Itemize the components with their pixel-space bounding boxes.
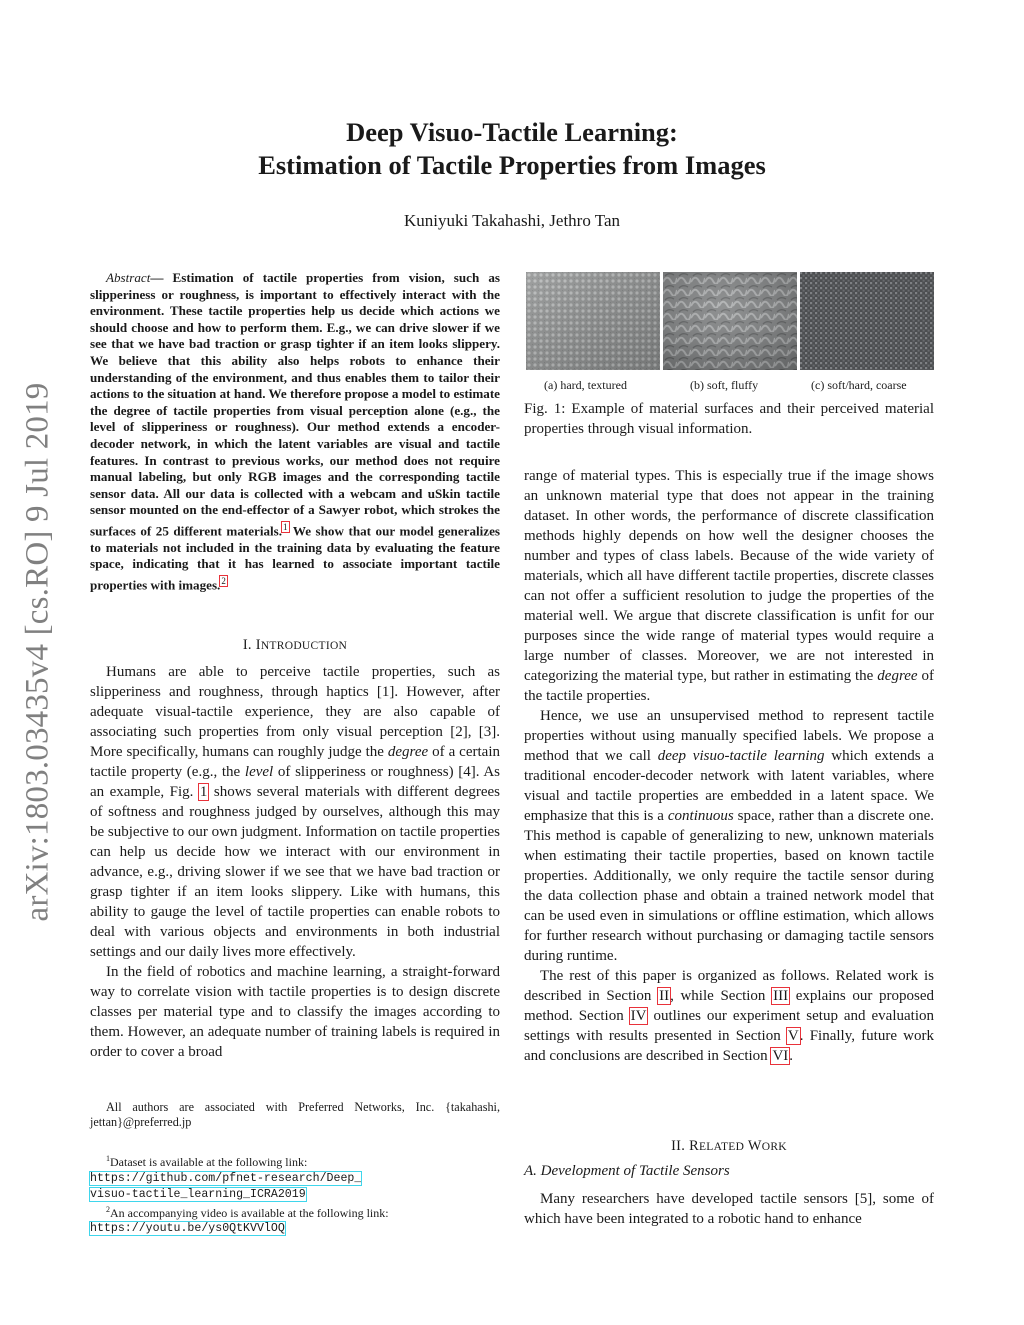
figure-1 [526,272,934,370]
right-column-text [524,466,934,1066]
section-title-rest: ORK [761,1141,787,1153]
figure-1-link[interactable]: 1 [199,784,208,800]
footnote-ref-1[interactable]: 1 [283,521,288,532]
material-image-soft-fluffy [663,272,797,370]
section-title-initial: W [747,1138,762,1154]
text-run: , while Section [670,988,773,1004]
text-run: . Finally, future work and conclusions are described in Section [524,1028,934,1064]
section-5-link[interactable]: V [787,1028,799,1044]
text-run: outlines our experiment setup and evaluation settings with results presented in Section [524,1008,934,1044]
title-line-1: Deep Visuo-Tactile Learning: [346,117,678,147]
abstract-label: Abstract [106,270,151,285]
section-title-initial: I [255,637,261,653]
subfigure-caption-b: (b) soft, fluffy [690,378,759,392]
section-title-rest: ELATED [698,1141,745,1153]
intro-paragraph-2: In the field of robotics and machine learning, a straight-forward way to correlate vision with tactile properties is to design discrete classes per material type and to classify the images according to them. However, an adequate number of training labels is required in order to cover a broad [90,964,500,1060]
text-run: The rest of this paper is organized as follows. Related work is described in Section [524,968,934,1004]
section-2-link[interactable]: II [659,988,670,1004]
footnote-2-text: An accompanying video is available at the following link: [110,1205,389,1220]
intro-paragraph-1 [90,662,500,962]
text-run: explains our proposed method. Section [524,988,934,1024]
footnote-ref-2[interactable]: 2 [221,576,226,587]
section-number: II. [671,1138,686,1154]
arxiv-side-stamp [14,372,62,932]
text-run: which extends a traditional encoder-decoder network with latent variables, where visual and tactile properties are embedded in a latent space. We emphasize that this is a [524,748,934,824]
paper-title [120,116,904,182]
footnote-2-link[interactable] [90,1220,500,1237]
related-work-text [524,1189,934,1229]
text-run: Hence, we use an unsupervised method to represent tactile properties without using manually specified labels. We propose a method that we call [524,708,934,764]
figure-1-caption: Fig. 1: Example of material surfaces and their perceived material properties through visual information. [524,401,934,437]
title-line-2: Estimation of Tactile Properties from Images [258,150,766,180]
right-paragraph-3 [524,966,934,1066]
section-3-link[interactable]: III [773,988,789,1004]
text-run: space, rather than a discrete one. This method is capable of generalizing to new, unknown materials when estimating their tactile properties, based on known tactile properties. Additionally, we only require the tactile sensor during the data collection phase and obtain a trained network model that can be used even in simulations or offline estimation, which allows for further research without purchasing or damaging tactile sensors during runtime. [524,808,934,964]
text-run: range of material types. This is especially true if the image shows an unknown material type that does not appear in the training dataset. In other words, the performance of discrete classification methods highly depends on how well the designer chooses the number and types of class labels. Because of the wide variety of materials, which all have different tactile properties, discrete classes can not offer a sufficient resolution to judge the properties of the material well. We argue that discrete classification is unfit for our purposes since the wide range of material types would require a large number of classes. Moreover, we are not interested in categorizing the material type, but rather in estimating the [524,468,934,684]
abstract [90,270,500,594]
footnote-1-link-cont[interactable] [90,1186,500,1203]
author-affiliation: All authors are associated with Preferred Networks, Inc. {takahashi, jettan}@preferred.jp [90,1100,500,1129]
video-url[interactable]: https://youtu.be/ys0QtKVVlOQ [90,1222,285,1235]
emphasis-level: level [244,764,274,780]
related-paragraph-1: Many researchers have developed tactile sensors [5], some of which have been integrated to a robotic hand to enhance [524,1191,934,1227]
introduction-text [90,662,500,1062]
right-paragraph-2 [524,706,934,966]
dataset-url-part-1[interactable]: https://github.com/pfnet-research/Deep_ [90,1171,362,1185]
subsection-heading: A. Development of Tactile Sensors [524,1163,730,1179]
footnote-1 [90,1152,500,1170]
footnote-1-link[interactable] [90,1170,500,1187]
text-run: of a certain tactile property (e.g., the [90,744,500,780]
section-number: I. [242,637,252,653]
text-run: of slipperiness or roughness) [4]. As an example, Fig. [90,764,500,800]
material-image-hard-textured [526,272,660,370]
paper-authors: Kuniyuki Takahashi, Jethro Tan [403,211,621,230]
section-heading-introduction [90,637,500,654]
footnote-2 [90,1203,500,1221]
right-paragraph-1 [524,466,934,706]
footnote-1-text: Dataset is available at the following link: [110,1155,308,1169]
section-heading-related-work [524,1138,934,1155]
section-title-initial: R [689,1138,699,1154]
text-run: . [789,1048,794,1064]
abstract-text-a: — Estimation of tactile properties from vision, such as slipperiness or roughness, is important to effectively interact with the environment. These tactile properties help us decide which actions we should choose and how to perform them. E.g., we can drive slower if we see that we have bad traction or grasp tighter if an item looks slippery. We believe that this ability also helps robots to enhance their understanding of the environment, and thus enables them to tailor their actions to the situation at hand. We therefore propose a model to estimate the degree of tactile properties from visual perception alone (e.g., the level of slipperiness or roughness). Our method extends a encoder-decoder network, in which the latent variables are visual and tactile features. In contrast to previous works, our method does not require manual labeling, but only RGB images and the corresponding tactile sensor data. All our data is collected with a webcam and uSkin tactile sensor mounted on the end-effector of a Sawyer robot, which strokes the surfaces of 25 different materials. [90,270,500,539]
emphasis-continuous: continuous [667,808,734,824]
abstract-text-b: We show that our model generalizes to materials not included in the training data by evaluating the feature space, indicating that it has learned to associate important tactile properties with images. [90,523,500,593]
footnote-1-mark: 1 [106,1154,110,1163]
section-6-link[interactable]: VI [772,1048,789,1064]
arxiv-identifier: arXiv:1803.03435v4 [cs.RO] 9 Jul 2019 [19,382,56,922]
emphasis-degree: degree [877,668,918,684]
section-title-rest: NTRODUCTION [260,640,348,652]
subfigure-caption-a: (a) hard, textured [544,378,627,392]
text-run: Humans are able to perceive tactile properties, such as slipperiness and roughness, through haptics [1]. However, after adequate visual-tactile experience, they are also capable of associating such properties from only visual perception [2], [3]. More specifically, humans can roughly judge the [90,664,500,760]
subfigure-caption-c: (c) soft/hard, coarse [811,378,907,392]
dataset-url-part-2[interactable]: visuo-tactile_learning_ICRA2019 [90,1188,306,1201]
footnote-2-mark: 2 [106,1204,110,1214]
emphasis-method-name: deep visuo-tactile learning [657,748,825,764]
section-4-link[interactable]: IV [630,1008,647,1024]
text-run: shows several materials with different degrees of softness and roughness judged by ourselves, although this may be subjective to our own judgment. Information on tactile properties can help us decide how we interact with our environment in advance, e.g., driving slower if we see that we have bad traction or grasp tighter if an item looks slippery. Like with humans, this ability to gauge the level of tactile properties can enable robots to deal with various objects and environments in both industrial settings and our daily lives more effectively. [90,784,500,960]
footnotes [90,1152,500,1237]
emphasis-degree: degree [387,744,429,760]
text-run: of the tactile properties. [524,668,935,704]
material-image-coarse [800,272,934,370]
